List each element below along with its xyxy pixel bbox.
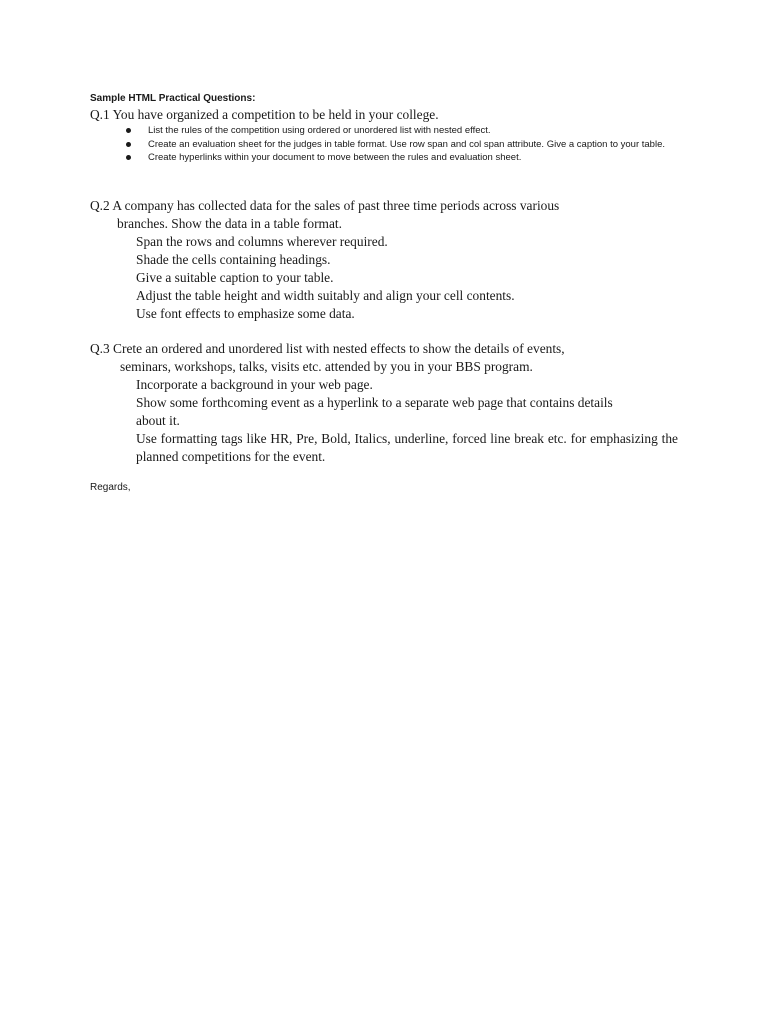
q1-bullet-text: Create hyperlinks within your document to move between the rules and evaluation sheet. — [148, 152, 522, 164]
list-item: Span the rows and columns wherever required. — [136, 234, 388, 249]
q2-title-line1: Q.2 A company has collected data for the sales of past three time periods across various — [90, 198, 560, 213]
q3-title-line1: Q.3 Crete an ordered and unordered list with nested effects to show the details of events, — [90, 341, 565, 356]
document-heading: Sample HTML Practical Questions: — [90, 93, 256, 104]
q1-bullet-text: Create an evaluation sheet for the judges in table format. Use row span and col span attribute. Give a caption to your table. — [148, 138, 665, 150]
list-item: Show some forthcoming event as a hyperlink to a separate web page that contains details about it. — [136, 395, 613, 428]
q1-bullet-list — [126, 124, 686, 165]
list-item: Use formatting tags like HR, Pre, Bold, Italics, underline, forced line break etc. for emphasizing the planned competitions for the event. — [136, 431, 678, 464]
list-item — [126, 124, 686, 138]
list-item: Incorporate a background in your web page. — [136, 377, 373, 392]
bullet-icon — [126, 128, 131, 133]
bullet-icon — [126, 142, 131, 147]
q3-item-list — [136, 376, 678, 466]
closing-regards: Regards, — [90, 482, 131, 493]
list-item — [126, 138, 686, 152]
bullet-icon — [126, 155, 131, 160]
list-item: Use font effects to emphasize some data. — [136, 306, 355, 321]
q2-item-list — [136, 233, 678, 323]
list-item: Shade the cells containing headings. — [136, 252, 331, 267]
q1-bullet-text: List the rules of the competition using ordered or unordered list with nested effect. — [148, 125, 491, 136]
q3-title-line2: seminars, workshops, talks, visits etc. attended by you in your BBS program. — [120, 359, 533, 374]
q1-title: Q.1 You have organized a competition to be held in your college. — [90, 107, 439, 122]
list-item — [126, 151, 686, 165]
list-item: Give a suitable caption to your table. — [136, 270, 334, 285]
q2-title-line2: branches. Show the data in a table format. — [117, 216, 342, 231]
list-item: Adjust the table height and width suitably and align your cell contents. — [136, 288, 515, 303]
